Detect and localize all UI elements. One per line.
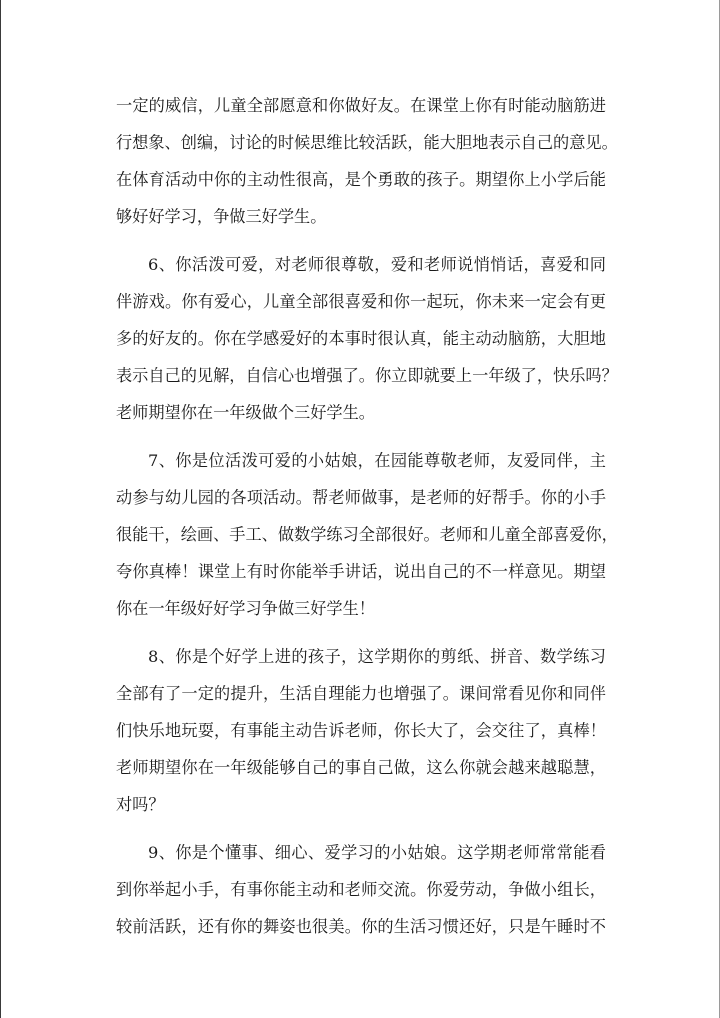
text-line: 够好好学习，争做三好学生。 (116, 206, 327, 226)
text-line: 6、你活泼可爱，对老师很尊敬，爱和老师说悄悄话，喜爱和同 (148, 255, 606, 275)
text-line: 7、你是位活泼可爱的小姑娘，在园能尊敬老师，友爱同伴，主 (148, 451, 606, 471)
text-line: 老师期望你在一年级做个三好学生。 (116, 402, 375, 422)
text-line: 较前活跃，还有你的舞姿也很美。你的生活习惯还好，只是午睡时不 (116, 917, 606, 937)
text-line: 很能干，绘画、手工、做数学练习全部很好。老师和儿童全部喜爱你， (116, 524, 618, 544)
text-line: 你在一年级好好学习争做三好学生！ (116, 598, 375, 618)
document-body (116, 88, 618, 946)
text-line: 伴游戏。你有爱心，儿童全部很喜爱和你一起玩，你未来一定会有更 (116, 292, 606, 312)
text-line: 夸你真棒！课堂上有时你能举手讲话，说出自己的不一样意见。期望 (116, 561, 606, 581)
text-line: 到你举起小手，有事你能主动和老师交流。你爱劳动，争做小组长， (116, 880, 606, 900)
text-line: 们快乐地玩耍，有事能主动告诉老师，你长大了，会交往了，真棒！ (116, 721, 606, 741)
text-line: 在体育活动中你的主动性很高，是个勇敢的孩子。期望你上小学后能 (116, 169, 606, 189)
paragraph-6 (116, 247, 618, 431)
text-line: 表示自己的见解，自信心也增强了。你立即就要上一年级了，快乐吗？ (116, 365, 618, 385)
paragraph-9 (116, 835, 606, 946)
text-line: 动参与幼儿园的各项活动。帮老师做事，是老师的好帮手。你的小手 (116, 488, 606, 508)
text-line: 8、你是个好学上进的孩子，这学期你的剪纸、拼音、数学练习 (148, 647, 606, 667)
text-line: 多的好友的。你在学感爱好的本事时很认真，能主动动脑筋，大胆地 (116, 328, 606, 348)
text-line: 9、你是个懂事、细心、爱学习的小姑娘。这学期老师常常能看 (148, 843, 606, 863)
text-line: 对吗？ (116, 794, 165, 814)
text-line: 老师期望你在一年级能够自己的事自己做，这么你就会越来越聪慧， (116, 757, 606, 777)
text-line: 一定的威信，儿童全部愿意和你做好友。在课堂上你有时能动脑筋进 (116, 96, 606, 115)
text-line: 行想象、创编，讨论的时候思维比较活跃，能大胆地表示自己的意见。 (116, 132, 618, 152)
paragraph-7 (116, 443, 618, 627)
page-left-border (0, 0, 1, 1018)
paragraph-8 (116, 639, 606, 823)
text-line: 全部有了一定的提升，生活自理能力也增强了。课间常看见你和同伴 (116, 684, 606, 704)
paragraph-1 (116, 88, 618, 236)
